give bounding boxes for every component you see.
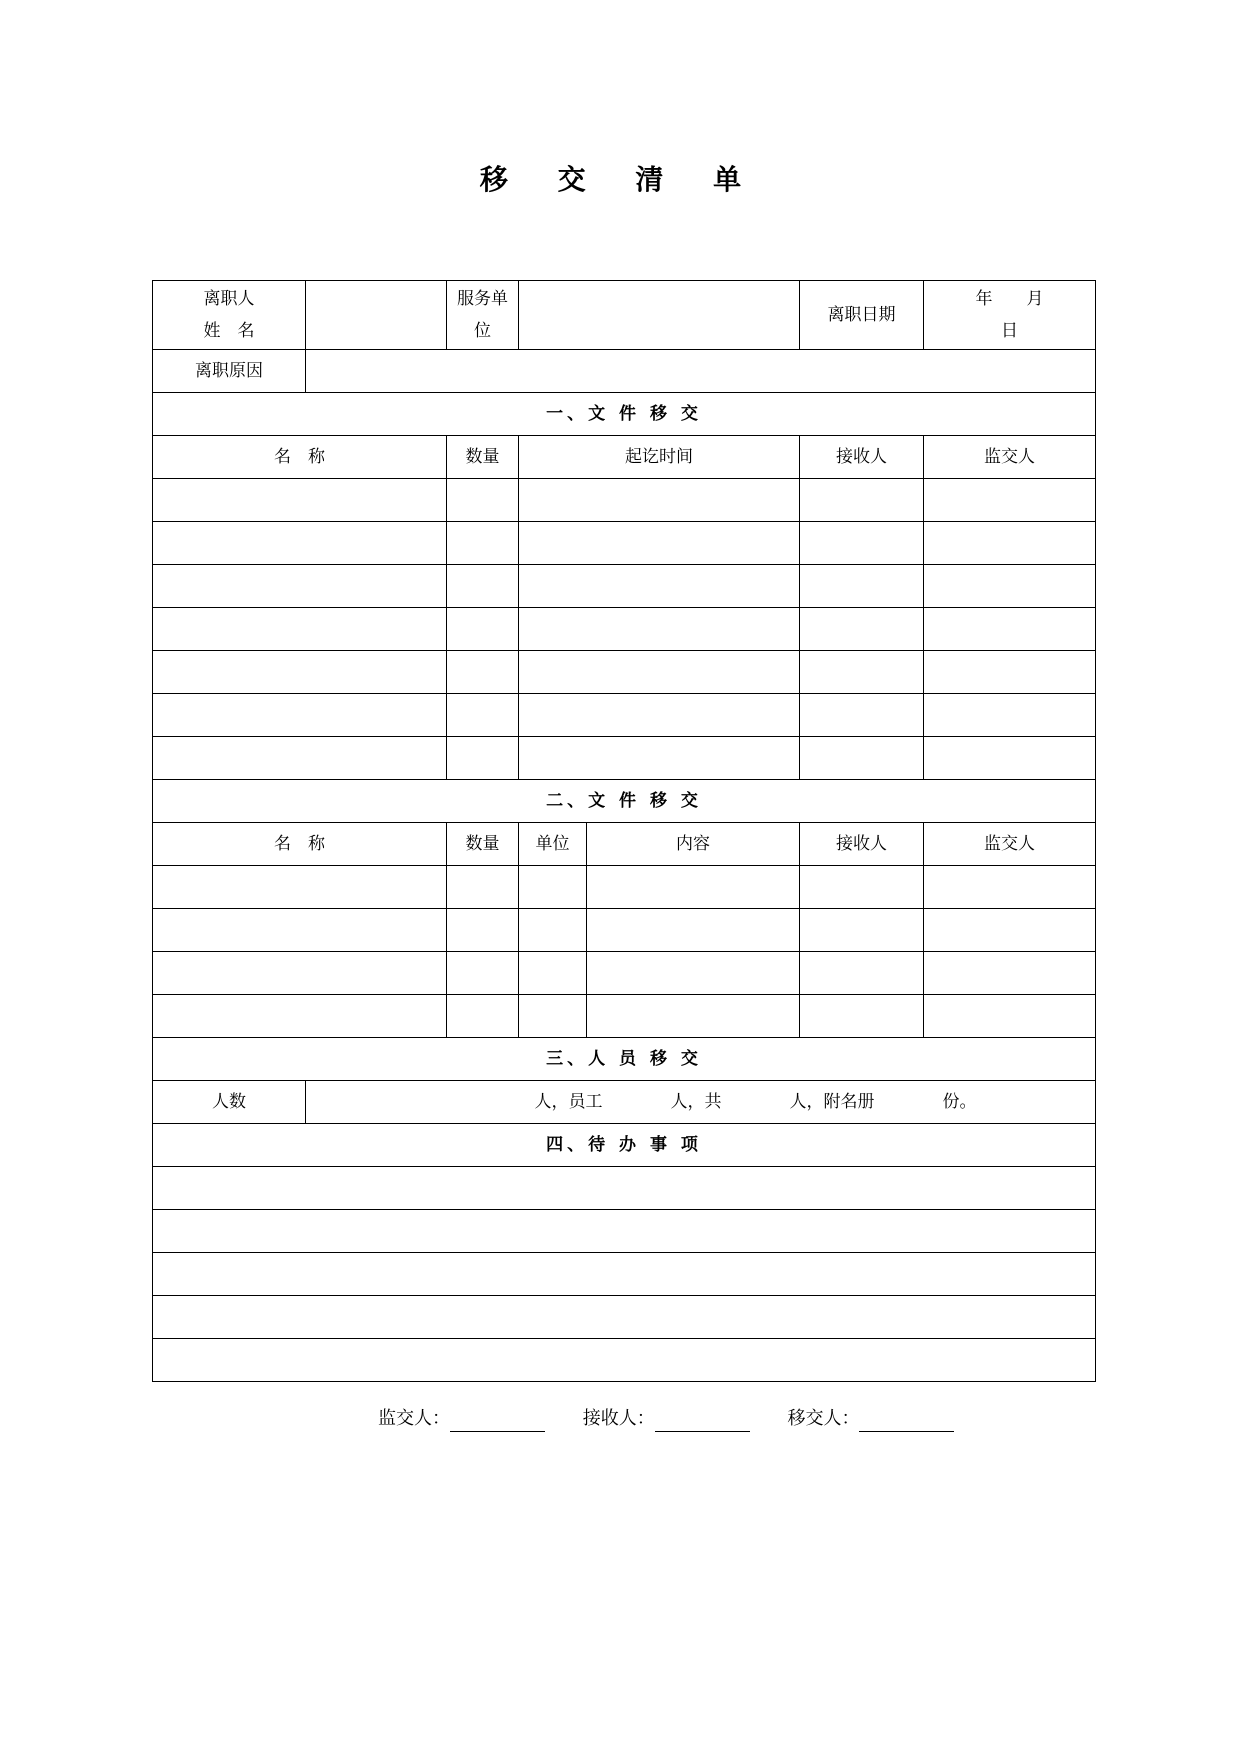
section1-cell[interactable] (447, 737, 519, 780)
section1-row (153, 479, 1096, 522)
section2-cell[interactable] (447, 909, 519, 952)
section1-cell[interactable] (800, 479, 924, 522)
section1-header-row (153, 436, 1096, 479)
section2-col-supervisor: 监交人 (924, 823, 1096, 866)
name-label-line2: 姓 名 (203, 321, 255, 341)
section1-cell[interactable] (447, 694, 519, 737)
section1-cell[interactable] (447, 479, 519, 522)
date-value-line1: 年 月 (975, 289, 1044, 309)
date-value-line2: 日 (1001, 321, 1018, 341)
section2-col-name: 名 称 (153, 823, 447, 866)
section1-cell[interactable] (153, 651, 447, 694)
section1-cell[interactable] (153, 565, 447, 608)
section1-cell[interactable] (519, 651, 800, 694)
section1-col-period: 起讫时间 (519, 436, 800, 479)
section1-row (153, 694, 1096, 737)
section2-cell[interactable] (153, 909, 447, 952)
section1-cell[interactable] (800, 694, 924, 737)
section2-cell[interactable] (519, 909, 587, 952)
unit-label-line2: 位 (474, 321, 491, 341)
section2-cell[interactable] (587, 995, 800, 1038)
section2-cell[interactable] (153, 866, 447, 909)
section1-row (153, 737, 1096, 780)
section1-cell[interactable] (519, 737, 800, 780)
section3-title: 三、人 员 移 交 (153, 1038, 1096, 1081)
section1-cell[interactable] (153, 479, 447, 522)
handover-signature-line[interactable] (859, 1413, 954, 1432)
section3-title-row (153, 1038, 1096, 1081)
section1-cell[interactable] (153, 737, 447, 780)
section2-cell[interactable] (924, 866, 1096, 909)
date-value-cell[interactable] (924, 281, 1096, 350)
unit-label-line1: 服务单 (457, 289, 508, 309)
name-value-cell[interactable] (306, 281, 447, 350)
section1-cell[interactable] (447, 565, 519, 608)
section1-cell[interactable] (519, 479, 800, 522)
todo-row (153, 1167, 1096, 1210)
section1-title: 一、文 件 移 交 (153, 393, 1096, 436)
reason-value-cell[interactable] (306, 350, 1096, 393)
section1-cell[interactable] (800, 565, 924, 608)
section1-cell[interactable] (924, 479, 1096, 522)
section2-title-row (153, 780, 1096, 823)
section2-col-content: 内容 (587, 823, 800, 866)
section1-row (153, 565, 1096, 608)
section1-col-quantity: 数量 (447, 436, 519, 479)
section2-cell[interactable] (587, 909, 800, 952)
section2-header-row (153, 823, 1096, 866)
section2-cell[interactable] (447, 952, 519, 995)
section1-cell[interactable] (924, 737, 1096, 780)
people-count-label: 人数 (153, 1081, 306, 1124)
section1-col-supervisor: 监交人 (924, 436, 1096, 479)
section1-cell[interactable] (519, 522, 800, 565)
name-label-line1: 离职人 (203, 289, 255, 309)
section2-row (153, 995, 1096, 1038)
section1-cell[interactable] (800, 651, 924, 694)
header-row (153, 281, 1096, 350)
section1-cell[interactable] (924, 694, 1096, 737)
section1-cell[interactable] (447, 522, 519, 565)
section2-cell[interactable] (519, 866, 587, 909)
todo-cell[interactable] (153, 1339, 1096, 1382)
receiver-signature-line[interactable] (655, 1413, 750, 1432)
handover-signature (787, 1406, 954, 1432)
todo-cell[interactable] (153, 1167, 1096, 1210)
section2-cell[interactable] (800, 995, 924, 1038)
supervisor-signature-label: 监交人： (378, 1408, 450, 1429)
section1-col-name: 名 称 (153, 436, 447, 479)
people-count-text[interactable]: 人，员工 人，共 人，附名册 份。 (306, 1081, 1096, 1124)
receiver-signature-label: 接收人： (582, 1408, 655, 1429)
supervisor-signature (378, 1406, 545, 1432)
section4-title-row (153, 1124, 1096, 1167)
section1-cell[interactable] (153, 522, 447, 565)
unit-label-cell (447, 281, 519, 350)
section1-cell[interactable] (519, 608, 800, 651)
todo-cell[interactable] (153, 1210, 1096, 1253)
section2-cell[interactable] (924, 952, 1096, 995)
section2-row (153, 909, 1096, 952)
unit-value-cell[interactable] (519, 281, 800, 350)
section1-cell[interactable] (153, 694, 447, 737)
section1-cell[interactable] (153, 608, 447, 651)
section2-cell[interactable] (800, 909, 924, 952)
section1-cell[interactable] (800, 608, 924, 651)
todo-row (153, 1339, 1096, 1382)
date-label-cell: 离职日期 (800, 281, 924, 350)
section2-cell[interactable] (153, 995, 447, 1038)
section2-cell[interactable] (924, 995, 1096, 1038)
section1-cell[interactable] (924, 608, 1096, 651)
section1-cell[interactable] (800, 522, 924, 565)
section2-col-unit: 单位 (519, 823, 587, 866)
section2-cell[interactable] (447, 866, 519, 909)
section1-cell[interactable] (447, 651, 519, 694)
section1-cell[interactable] (800, 737, 924, 780)
todo-row (153, 1210, 1096, 1253)
section2-cell[interactable] (924, 909, 1096, 952)
section1-cell[interactable] (519, 694, 800, 737)
section2-col-quantity: 数量 (447, 823, 519, 866)
section1-row (153, 608, 1096, 651)
todo-row (153, 1296, 1096, 1339)
section3-people-row (153, 1081, 1096, 1124)
supervisor-signature-line[interactable] (450, 1413, 545, 1432)
section2-col-receiver: 接收人 (800, 823, 924, 866)
section2-cell[interactable] (587, 866, 800, 909)
section2-title: 二、文 件 移 交 (153, 780, 1096, 823)
section4-title: 四、待 办 事 项 (153, 1124, 1096, 1167)
page-title: 移 交 清 单 (479, 163, 762, 196)
handover-form-table (152, 280, 1096, 1382)
section1-cell[interactable] (519, 565, 800, 608)
section1-cell[interactable] (924, 651, 1096, 694)
receiver-signature (583, 1406, 750, 1432)
reason-row (153, 350, 1096, 393)
section1-cell[interactable] (924, 522, 1096, 565)
section1-row (153, 522, 1096, 565)
todo-cell[interactable] (153, 1296, 1096, 1339)
todo-cell[interactable] (153, 1253, 1096, 1296)
section2-cell[interactable] (519, 995, 587, 1038)
reason-label-cell: 离职原因 (153, 350, 306, 393)
section1-col-receiver: 接收人 (800, 436, 924, 479)
signature-row (378, 1406, 986, 1432)
section2-cell[interactable] (587, 952, 800, 995)
handover-signature-label: 移交人： (787, 1408, 860, 1429)
section2-cell[interactable] (153, 952, 447, 995)
section2-row (153, 952, 1096, 995)
name-label-cell (153, 281, 306, 350)
section2-row (153, 866, 1096, 909)
section2-cell[interactable] (519, 952, 587, 995)
section2-cell[interactable] (800, 952, 924, 995)
todo-row (153, 1253, 1096, 1296)
section2-cell[interactable] (800, 866, 924, 909)
section1-row (153, 651, 1096, 694)
section1-title-row (153, 393, 1096, 436)
section2-cell[interactable] (447, 995, 519, 1038)
section1-cell[interactable] (924, 565, 1096, 608)
section1-cell[interactable] (447, 608, 519, 651)
